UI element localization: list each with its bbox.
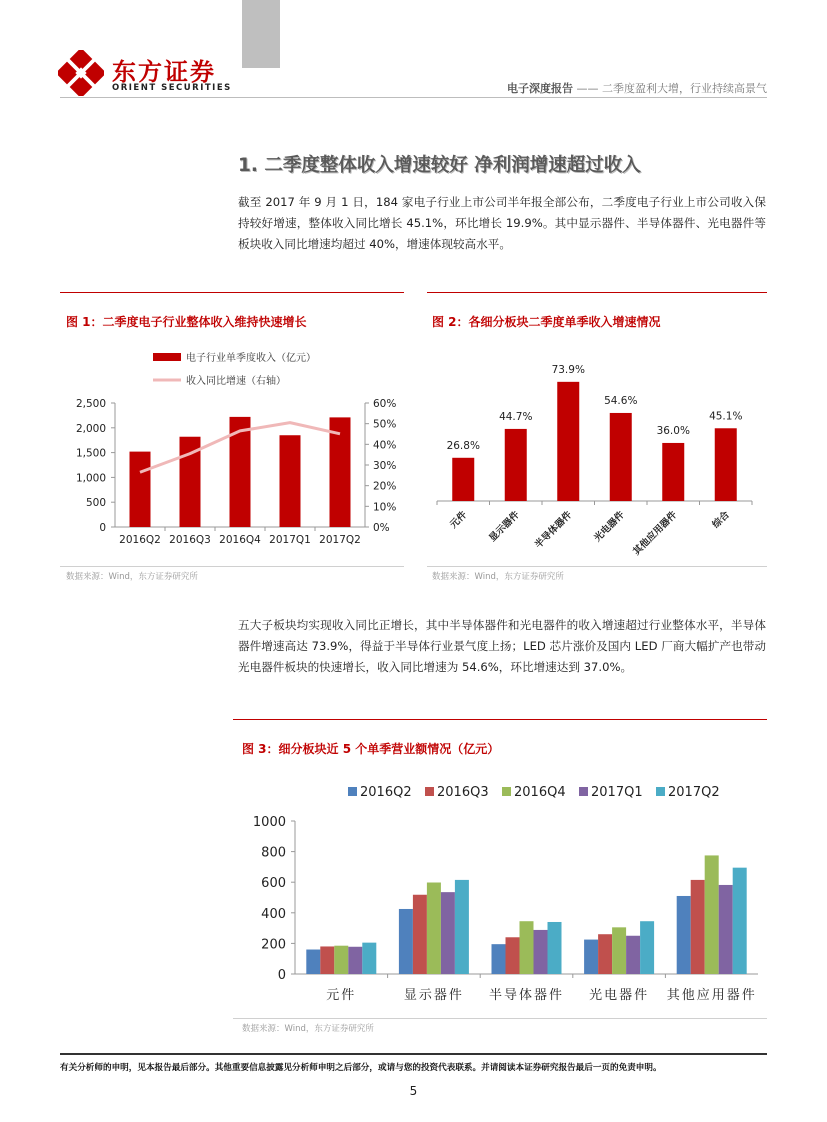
fig3-legend-label: 2016Q3 bbox=[437, 785, 489, 800]
fig1-left-tick-label: 2,500 bbox=[75, 398, 106, 410]
fig1-right-tick-label: 30% bbox=[373, 460, 397, 472]
fig3-legend-label: 2016Q2 bbox=[360, 785, 412, 800]
logo-text-cn: 东方证券 bbox=[112, 58, 216, 86]
fig3-bar bbox=[520, 921, 534, 974]
fig1-right-tick-label: 0% bbox=[373, 522, 390, 534]
report-header bbox=[507, 80, 767, 96]
fig3-title: 图 3：细分板块近 5 个单季营业额情况（亿元） bbox=[242, 742, 500, 756]
fig3-legend-label: 2017Q1 bbox=[591, 785, 643, 800]
report-type: 电子深度报告 bbox=[507, 82, 573, 95]
fig3-bar bbox=[584, 940, 598, 974]
fig1-left-tick-label: 500 bbox=[85, 497, 106, 510]
fig2-source: 数据来源：Wind，东方证券研究所 bbox=[432, 572, 564, 582]
fig2-top-rule bbox=[427, 292, 767, 293]
fig3-bottom-rule bbox=[233, 1018, 767, 1019]
fig3-bar bbox=[534, 930, 548, 974]
fig1-left-tick-label: 1,500 bbox=[75, 447, 106, 460]
fig3-bar bbox=[598, 934, 612, 974]
footer-disclaimer: 有关分析师的申明，见本报告最后部分。其他重要信息披露见分析师申明之后部分，或请与您的投资代表联系。并请阅读本证券研究报告最后一页的免责申明。 bbox=[60, 1063, 662, 1073]
fig3-x-label: 元件 bbox=[326, 988, 357, 1003]
fig1-bottom-rule bbox=[60, 566, 404, 567]
fig3-legend-swatch bbox=[348, 787, 357, 796]
fig2-data-label: 44.7% bbox=[499, 410, 533, 423]
fig1-x-label: 2016Q4 bbox=[219, 534, 261, 546]
fig3-x-label: 光电器件 bbox=[589, 988, 650, 1003]
fig3-bar bbox=[626, 936, 640, 974]
fig3-bar bbox=[733, 868, 747, 974]
fig3-bar bbox=[691, 880, 705, 974]
fig3-x-label: 其他应用器件 bbox=[666, 988, 757, 1003]
fig2-chart bbox=[427, 342, 767, 562]
fig3-bar bbox=[612, 927, 626, 974]
logo-text-en: ORIENT SECURITIES bbox=[112, 83, 232, 93]
fig1-legend-bar-swatch bbox=[153, 353, 181, 361]
page-number: 5 bbox=[409, 1084, 418, 1098]
fig1-right-tick-label: 60% bbox=[373, 398, 397, 410]
header-separator: —— bbox=[576, 82, 599, 95]
body-paragraph-2: 五大子板块均实现收入同比正增长，其中半导体器件和光电器件的收入增速超过行业整体水平，半导体器件增速高达 73.9%，得益于半导体行业景气度上扬；LED 芯片涨价及国内 LED 厂商大幅扩产也带动光电器件板块的快速增长，收入同比增速为 54.6%，环比增速达到 37.0%。 bbox=[238, 618, 766, 674]
fig3-bar bbox=[705, 855, 719, 974]
fig3-x-label: 显示器件 bbox=[403, 988, 464, 1003]
fig2-x-label: 半导体器件 bbox=[532, 509, 575, 551]
fig2-bar bbox=[452, 458, 474, 501]
fig1-bar bbox=[330, 417, 351, 527]
footer-divider bbox=[60, 1053, 767, 1055]
body-paragraph-1: 截至 2017 年 9 月 1 日，184 家电子行业上市公司半年报全部公布，二季度电子行业上市公司收入保持较好增速，整体收入同比增长 45.1%，环比增长 19.9%。其中显示器件、半导体器件、光电器件等板块收入同比增速均超过 40%，增速体现较高水平。 bbox=[238, 195, 766, 251]
fig2-data-label: 54.6% bbox=[604, 394, 638, 407]
fig3-chart bbox=[233, 770, 767, 1015]
fig2-x-label: 光电器件 bbox=[592, 509, 627, 545]
fig3-y-tick-label: 0 bbox=[277, 968, 286, 983]
fig3-legend-swatch bbox=[425, 787, 434, 796]
fig1-bar bbox=[130, 452, 151, 527]
fig2-bar bbox=[662, 443, 684, 501]
fig3-bar bbox=[677, 896, 691, 974]
fig3-bar bbox=[719, 885, 733, 974]
fig3-bar bbox=[427, 883, 441, 974]
fig1-right-tick-label: 20% bbox=[373, 480, 397, 493]
fig1-top-rule bbox=[60, 292, 404, 293]
fig3-bar bbox=[640, 921, 654, 974]
fig3-bar bbox=[306, 950, 320, 974]
fig3-legend-swatch bbox=[502, 787, 511, 796]
fig3-source: 数据来源：Wind，东方证券研究所 bbox=[242, 1024, 374, 1034]
fig2-x-label: 元件 bbox=[448, 509, 470, 531]
logo-icon bbox=[58, 50, 104, 96]
fig2-bar bbox=[610, 413, 632, 501]
fig3-y-tick-label: 600 bbox=[261, 876, 286, 892]
fig2-data-label: 26.8% bbox=[446, 439, 480, 452]
fig3-bar bbox=[548, 922, 562, 974]
fig3-y-tick-label: 800 bbox=[261, 845, 286, 861]
fig1-legend-line-label: 收入同比增速（右轴） bbox=[186, 376, 286, 387]
header-divider bbox=[60, 97, 767, 98]
fig1-bar bbox=[280, 435, 301, 527]
fig2-bar bbox=[715, 428, 737, 501]
fig2-data-label: 36.0% bbox=[656, 424, 690, 437]
fig3-bar bbox=[492, 944, 506, 974]
fig1-x-label: 2017Q1 bbox=[269, 534, 311, 546]
fig2-x-label: 其他应用器件 bbox=[631, 509, 680, 558]
fig3-bar bbox=[506, 937, 520, 974]
fig3-bar bbox=[320, 946, 334, 974]
fig1-right-tick-label: 40% bbox=[373, 439, 397, 452]
fig1-x-label: 2016Q3 bbox=[169, 534, 211, 546]
fig3-bar bbox=[348, 947, 362, 974]
fig1-x-label: 2016Q2 bbox=[119, 534, 161, 546]
fig1-left-tick-label: 1,000 bbox=[75, 472, 106, 485]
fig1-left-tick-label: 0 bbox=[99, 522, 106, 534]
fig1-legend-bar-label: 电子行业单季度收入（亿元） bbox=[186, 353, 316, 364]
fig3-y-tick-label: 400 bbox=[261, 906, 286, 922]
fig1-title: 图 1：二季度电子行业整体收入维持快速增长 bbox=[66, 315, 307, 329]
fig1-x-label: 2017Q2 bbox=[319, 534, 361, 546]
fig2-bar bbox=[505, 429, 527, 501]
fig3-bar bbox=[362, 943, 376, 974]
fig3-bar bbox=[413, 895, 427, 974]
fig3-bar bbox=[399, 909, 413, 974]
header-decor-bar bbox=[242, 0, 280, 68]
fig2-data-label: 45.1% bbox=[709, 410, 743, 423]
fig2-bar bbox=[557, 382, 579, 501]
fig3-y-tick-label: 200 bbox=[261, 937, 286, 953]
fig3-legend-swatch bbox=[656, 787, 665, 796]
fig3-bar bbox=[441, 892, 455, 974]
section-title: 1. 二季度整体收入增速较好 净利润增速超过收入 bbox=[238, 155, 641, 176]
fig1-right-tick-label: 50% bbox=[373, 418, 397, 431]
fig2-x-label: 综合 bbox=[710, 509, 732, 531]
fig3-bar bbox=[455, 880, 469, 974]
fig3-legend-label: 2017Q2 bbox=[668, 785, 720, 800]
fig1-chart bbox=[60, 342, 404, 562]
fig1-left-tick-label: 2,000 bbox=[75, 422, 106, 435]
fig3-y-tick-label: 1000 bbox=[252, 815, 286, 830]
fig1-source: 数据来源：Wind，东方证券研究所 bbox=[66, 572, 198, 582]
fig3-bar bbox=[334, 946, 348, 974]
fig1-right-tick-label: 10% bbox=[373, 501, 397, 514]
fig3-x-label: 半导体器件 bbox=[488, 988, 565, 1003]
fig3-top-rule bbox=[233, 719, 767, 720]
fig2-x-label: 显示器件 bbox=[487, 509, 522, 545]
fig3-legend-swatch bbox=[579, 787, 588, 796]
report-subtitle: 二季度盈利大增，行业持续高景气 bbox=[602, 82, 767, 95]
fig3-legend-label: 2016Q4 bbox=[514, 785, 566, 800]
fig2-bottom-rule bbox=[427, 566, 767, 567]
fig2-title: 图 2：各细分板块二季度单季收入增速情况 bbox=[432, 315, 661, 329]
fig2-data-label: 73.9% bbox=[551, 363, 585, 376]
